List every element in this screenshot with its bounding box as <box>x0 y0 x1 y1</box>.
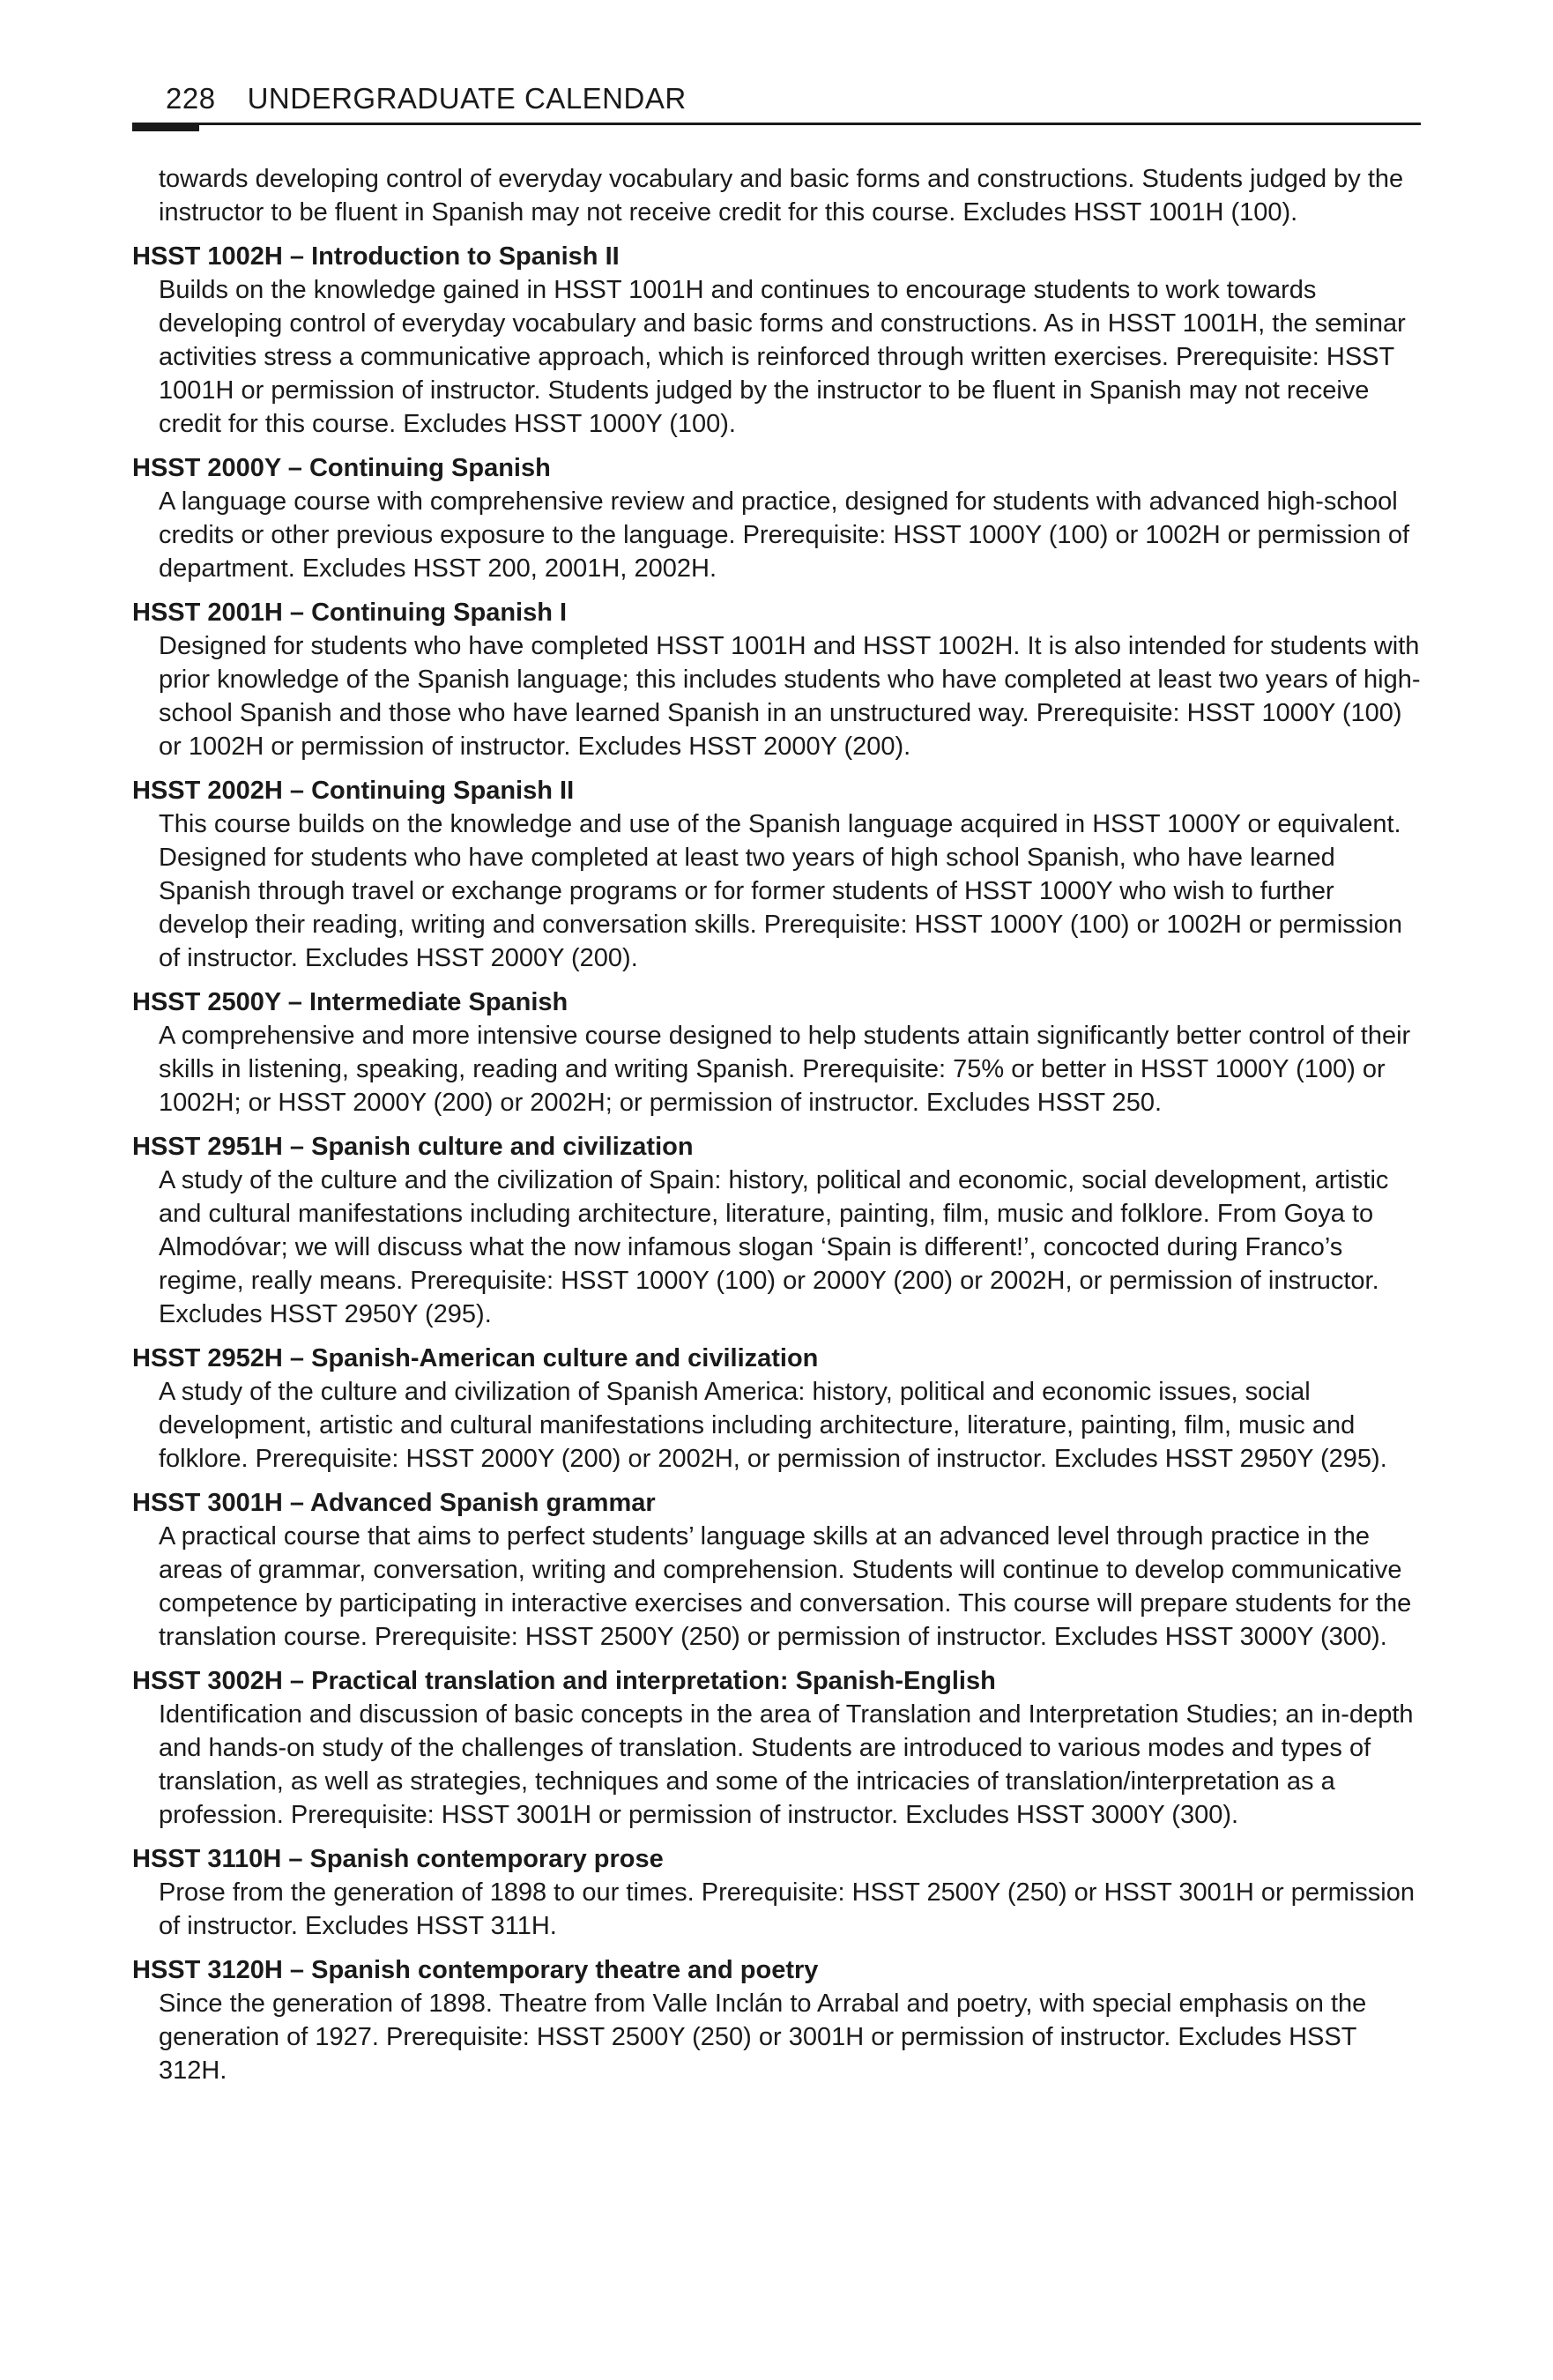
course-entry <box>132 1842 1421 1943</box>
header-text <box>166 81 687 116</box>
header-tab <box>132 123 199 131</box>
course-title: HSST 2951H – Spanish culture and civilization <box>132 1133 694 1161</box>
course-title: HSST 2000Y – Continuing Spanish <box>132 454 551 482</box>
course-description: Designed for students who have completed HSST 1001H and HSST 1002H. It is also intended for students with prior knowledge of the Spanish language; this includes students who have completed at least two years of high-school Spanish and those who have learned Spanish in an unstructured way. Prerequisite: HSST 1000Y (100) or 1002H or permission of instructor. Excludes HSST 2000Y (200). <box>159 632 1421 761</box>
course-description: A study of the culture and civilization of Spanish America: history, political and economic issues, social development, artistic and cultural manifestations including architecture, literature, painting, film, music and folklore. Prerequisite: HSST 2000Y (200) or 2002H, or permission of instructor. Excludes HSST 2950Y (295). <box>159 1378 1387 1473</box>
course-title: HSST 3002H – Practical translation and interpretation: Spanish-English <box>132 1667 996 1695</box>
course-description: A study of the culture and the civilization of Spain: history, political and economic, social development, artistic and cultural manifestations including architecture, literature, painting, film, music and folklore. From Goya to Almodóvar; we will discuss what the now infamous slogan ‘Spain is different!’, concocted during Franco’s regime, really means. Prerequisite: HSST 1000Y (100) or 2000Y (200) or 2002H, or permission of instructor. Excludes HSST 2950Y (295). <box>159 1166 1389 1328</box>
course-entry <box>132 240 1421 441</box>
course-entry <box>132 1130 1421 1331</box>
course-entry <box>132 774 1421 975</box>
continued-description: towards developing control of everyday vocabulary and basic forms and constructions. Students judged by the instructor to be fluent in Spanish may not receive credit for this course. Excludes HSST 1001H (100). <box>159 165 1404 227</box>
course-entry <box>132 451 1421 585</box>
course-description: Since the generation of 1898. Theatre from Valle Inclán to Arrabal and poetry, with special emphasis on the generation of 1927. Prerequisite: HSST 2500Y (250) or 3001H or permission of instructor. Excludes HSST 312H. <box>159 1990 1367 2085</box>
course-description: This course builds on the knowledge and use of the Spanish language acquired in HSST 1000Y or equivalent. Designed for students who have completed at least two years of high school Spanish, who have learned Spanish through travel or exchange programs or for former students of HSST 1000Y who wish to further develop their reading, writing and conversation skills. Prerequisite: HSST 1000Y (100) or 1002H or permission of instructor. Excludes HSST 2000Y (200). <box>159 810 1402 972</box>
page-number: 228 <box>166 82 216 115</box>
course-entry <box>132 1486 1421 1654</box>
course-description: Builds on the knowledge gained in HSST 1001H and continues to encourage students to work towards developing control of everyday vocabulary and basic forms and constructions. As in HSST 1001H, the seminar activities stress a communicative approach, which is reinforced through written exercises. Prerequisite: HSST 1001H or permission of instructor. Students judged by the instructor to be fluent in Spanish may not receive credit for this course. Excludes HSST 1000Y (100). <box>159 276 1406 438</box>
course-description: A practical course that aims to perfect students’ language skills at an advanced level through practice in the areas of grammar, conversation, writing and comprehension. Students will continue to develop communicative competence by participating in interactive exercises and conversation. This course will prepare students for the translation course. Prerequisite: HSST 2500Y (250) or permission of instructor. Excludes HSST 3000Y (300). <box>159 1522 1412 1651</box>
course-title: HSST 1002H – Introduction to Spanish II <box>132 242 620 271</box>
course-title: HSST 3001H – Advanced Spanish grammar <box>132 1489 656 1517</box>
course-title: HSST 2500Y – Intermediate Spanish <box>132 988 568 1016</box>
course-entry <box>132 1342 1421 1476</box>
course-entry <box>132 985 1421 1119</box>
course-entry <box>132 596 1421 763</box>
course-description: Identification and discussion of basic concepts in the area of Translation and Interpretation Studies; an in-depth and hands-on study of the challenges of translation. Students are introduced to various modes and types of translation, as well as strategies, techniques and some of the intricacies of translation/interpretation as a profession. Prerequisite: HSST 3001H or permission of instructor. Excludes HSST 3000Y (300). <box>159 1700 1414 1829</box>
course-title: HSST 2001H – Continuing Spanish I <box>132 599 568 627</box>
header-title: UNDERGRADUATE CALENDAR <box>247 82 687 115</box>
course-entry <box>132 1664 1421 1832</box>
header-rule <box>132 123 1421 125</box>
course-description: A comprehensive and more intensive course designed to help students attain significantly better control of their skills in listening, speaking, reading and writing Spanish. Prerequisite: 75% or better in HSST 1000Y (100) or 1002H; or HSST 2000Y (200) or 2002H; or permission of instructor. Excludes HSST 250. <box>159 1022 1411 1117</box>
course-description: Prose from the generation of 1898 to our times. Prerequisite: HSST 2500Y (250) or HSST 3001H or permission of instructor. Excludes HSST 311H. <box>159 1878 1415 1940</box>
course-description: A language course with comprehensive review and practice, designed for students with advanced high-school credits or other previous exposure to the language. Prerequisite: HSST 1000Y (100) or 1002H or permission of department. Excludes HSST 200, 2001H, 2002H. <box>159 487 1410 583</box>
course-title: HSST 2002H – Continuing Spanish II <box>132 777 575 805</box>
course-title: HSST 3120H – Spanish contemporary theatre and poetry <box>132 1956 819 1984</box>
course-listing <box>132 162 1421 2087</box>
course-title: HSST 2952H – Spanish-American culture and civilization <box>132 1344 819 1372</box>
page-header <box>132 81 1421 125</box>
course-title: HSST 3110H – Spanish contemporary prose <box>132 1845 664 1873</box>
course-entry <box>132 1953 1421 2087</box>
